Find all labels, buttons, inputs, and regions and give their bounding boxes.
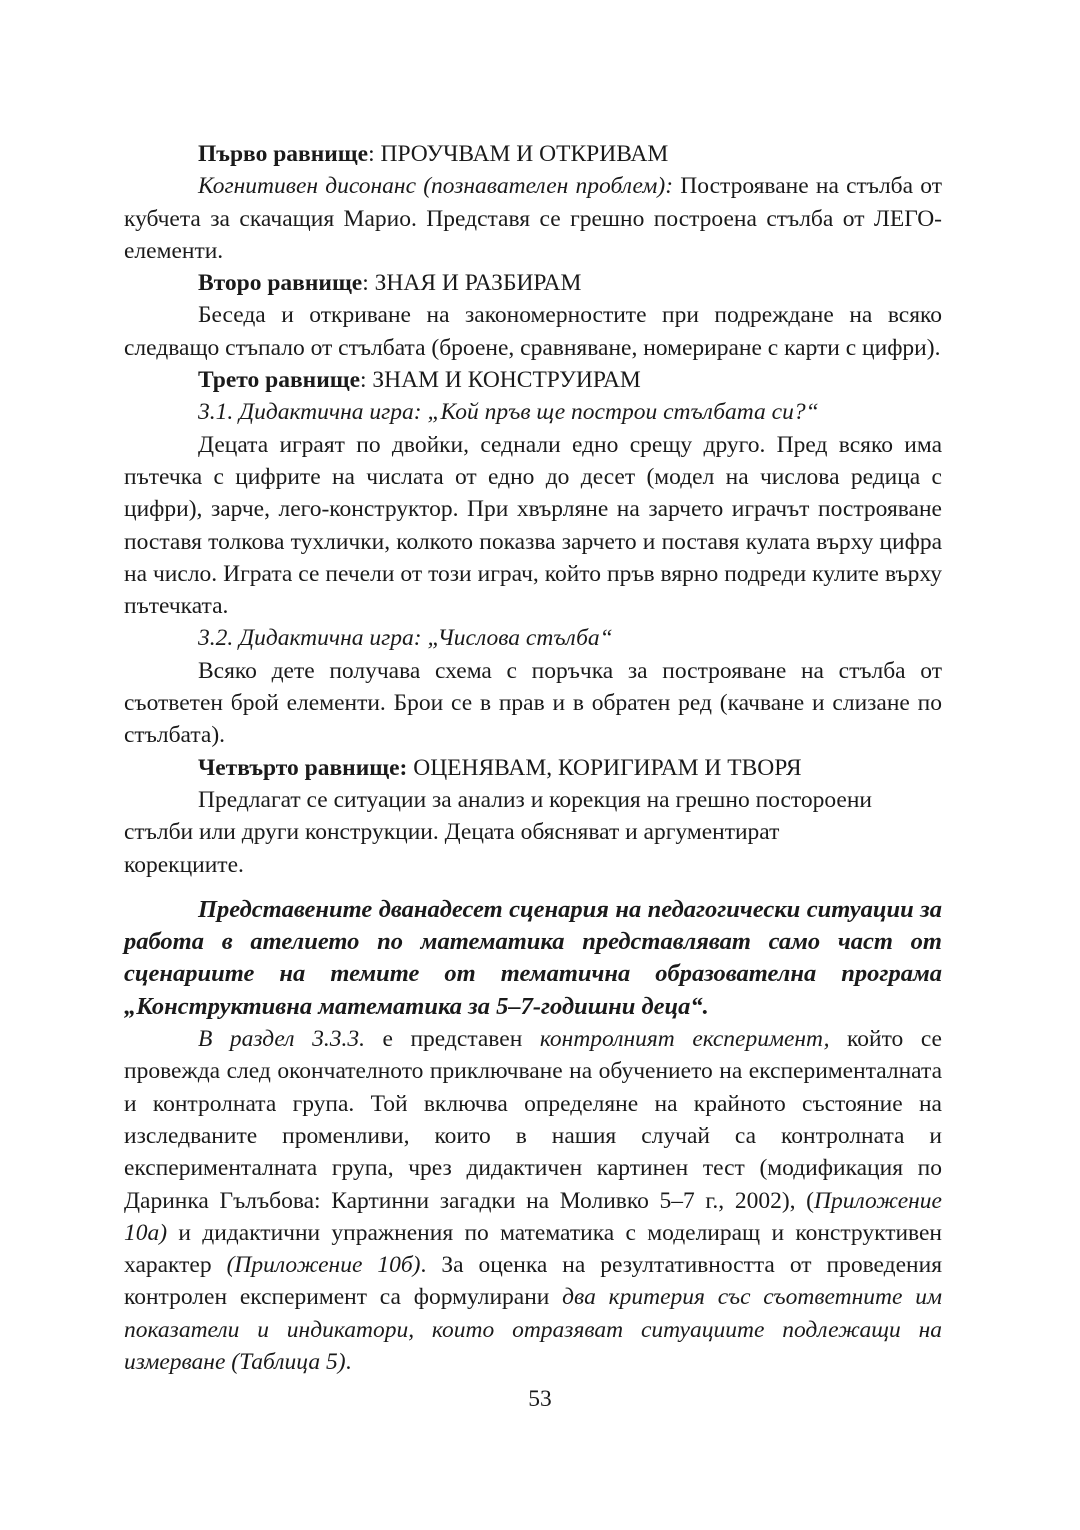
control-text-1: е представен bbox=[364, 1026, 540, 1053]
game1-title: 3.1. Дидактична игра: „Кой пръв ще построи стълбата си?“ bbox=[198, 399, 819, 426]
level4-line-2: стълби или други конструкции. Децата обясняват и аргументират bbox=[124, 819, 780, 846]
level3-title: ЗНАМ И КОНСТРУИРАМ bbox=[372, 367, 641, 394]
level2-paragraph: Беседа и откриване на закономерностите при подреждане на всяко следващо стъпало от стълбата (броене, сравняване, номериране с карти с цифри). bbox=[124, 302, 942, 361]
level1-heading-line bbox=[124, 138, 942, 170]
level3-heading: Трето равнище bbox=[198, 367, 360, 394]
level2-sep: : bbox=[362, 270, 375, 297]
level2-title: ЗНАЯ И РАЗБИРАМ bbox=[374, 270, 582, 297]
control-text-2: който се провежда след окончателното приключване на обучението на експерименталната и контролната група. Той включва определяне на крайното състояние на изследваните променливи, които в нашия случай са контролната и експерименталната група, чрез дидактичен картинен тест (модификация по Даринка Гълъбова: Картинни загадки на Моливко 5–7 г., 2002), ( bbox=[124, 1026, 942, 1214]
level4-heading-line bbox=[124, 752, 942, 784]
level1-heading: Първо равнище bbox=[198, 141, 369, 167]
control-text-4: . За оценка на резултативността от проведения контролен експеримент са формулирани bbox=[124, 1252, 942, 1311]
level1-title: ПРОУЧВАМ И ОТКРИВАМ bbox=[380, 141, 669, 167]
page-content bbox=[124, 138, 942, 1378]
level4-line-1: Предлагат се ситуации за анализ и корекция на грешно постороени bbox=[198, 786, 872, 813]
appendix-10b-ref: (Приложение 10б) bbox=[226, 1252, 421, 1279]
game1-paragraph: Децата играят по двойки, седнали едно срещу друго. Пред всяко има пътечка с цифрите на числата от едно до десет (модел на числова редица с цифри), зарче, лего-конструктор. При хвърляне на зарчето играчът построяване поставя толкова тухлички, колкото показва зарчето и поставя кулата върху цифра на число. Играта се печели от този играч, който пръв вярно подреди кулите върху пътечката. bbox=[124, 431, 942, 620]
summary-paragraph: Представените дванадесет сценария на педагогически ситуации за работа в ателието по математика представляват само част от сценариите на темите от тематична образователна програма „Конструктивна математика за 5–7-годишни деца“. bbox=[124, 895, 942, 1020]
criteria-text: два критерия със съответните им показатели и индикатори, които отразяват ситуациите подлежащи на измерване (Таблица 5) bbox=[124, 1284, 942, 1375]
level3-sep: : bbox=[360, 367, 373, 394]
level2-heading-line bbox=[124, 267, 942, 299]
control-text-3: и дидактични упражнения по математика с моделиращ и конструктивен характер bbox=[124, 1219, 942, 1279]
level1-paragraph bbox=[124, 170, 942, 267]
level1-sep: : bbox=[368, 141, 381, 167]
game2-title: 3.2. Дидактична игра: „Числова стълба“ bbox=[198, 625, 613, 652]
level4-line-3: корекциите. bbox=[124, 851, 244, 878]
cognitive-dissonance-text: Построяване на стълба от кубчета за скачащия Марио. Представя се грешно построена стълба от ЛЕГО-елементи. bbox=[124, 173, 942, 264]
level4-heading: Четвърто равнище: bbox=[198, 754, 408, 781]
control-experiment-paragraph bbox=[124, 1023, 942, 1378]
cognitive-dissonance-label: Когнитивен дисонанс (познавателен проблем): bbox=[198, 173, 674, 200]
control-experiment-term: контролният експеримент, bbox=[539, 1026, 830, 1053]
level2-heading: Второ равнище bbox=[198, 270, 363, 297]
level3-heading-line bbox=[124, 364, 942, 396]
appendix-10a-ref: Приложение 10а) bbox=[124, 1187, 942, 1246]
section-reference: В раздел 3.3.3. bbox=[198, 1026, 365, 1053]
level4-title: ОЦЕНЯВАМ, КОРИГИРАМ И ТВОРЯ bbox=[413, 754, 802, 781]
control-text-5: . bbox=[345, 1348, 352, 1375]
game2-paragraph: Всяко дете получава схема с поръчка за построяване на стълба от съответен брой елементи. Брои се в прав и в обратен ред (качване и слизане по стълбата). bbox=[124, 657, 942, 749]
page-number: 53 bbox=[528, 1386, 552, 1412]
